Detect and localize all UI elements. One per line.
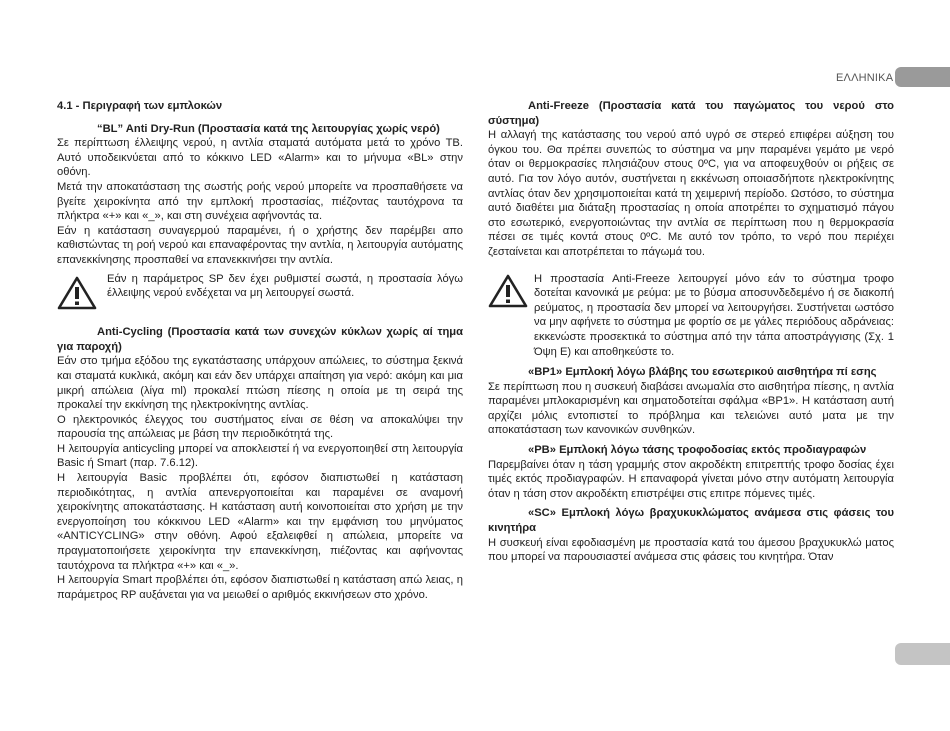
sc-paragraph-1: Η συσκευή είναι εφοδιασμένη με προστασία κατά του άμεσου βραχυκυκλώ ματος που μπορεί να παρουσιαστεί ανάμεσα στις φάσεις του κινητήρα. Όταν xyxy=(488,536,894,564)
page-number-tab xyxy=(895,643,950,665)
anticycling-paragraph-4: Η λειτουργία Basic προβλέπει ότι, εφόσον διαπιστωθεί η κατάσταση περιοδικότητας, η αντλία απενεργοποιείται και παραμένει σε αναμονή χειροκίνητης αποκατάστασης. Η κατάσταση αυτή κοινοποιείται στο χρήση με την ενεργοποίηση του κόκκινου LED «Alarm» και την εμφάνιση του μηνύματος «ANTICYCLING» στην οθόνη. Αφού εξαλειφθεί η απώλεια, μπορείτε να πραγματοποιήσετε χειροκίνητα την επανεκκίνηση, πιέζοντας και αφήνοντας ταυτόχρονα τα πλήκτρα «+» και «_». xyxy=(57,472,463,572)
anticycling-heading: Anti-Cycling (Προστασία κατά των συνεχών κύκλων χωρίς αί τημα για παροχή) xyxy=(57,326,463,353)
bl-paragraph-1: Σε περίπτωση έλλειψης νερού, η αντλία σταματά αυτόματα μετά το χρόνο TB. Αυτό υποδεικνύεται από το κόκκινο LED «Alarm» και το μήνυμα «BL» στην οθόνη. xyxy=(57,137,463,179)
pb-heading: «PB» Εμπλοκή λόγω τάσης τροφοδοσίας εκτός προδιαγραφών xyxy=(528,444,867,457)
right-column xyxy=(488,99,894,565)
language-label: ΕΛΛΗΝΙΚΑ xyxy=(836,72,894,84)
anticycling-paragraph-1: Εάν στο τμήμα εξόδου της εγκατάστασης υπάρχουν απώλειες, το σύστημα ξεκινά και σταματά κυκλικά, ακόμη και εάν δεν υπάρχει απαίτηση για νερό: ακόμη και μια μικρή απώλεια (λίγα ml) προκαλεί πτώση πίεσης η οποία με τη σειρά της προκαλεί την εκκίνηση της ηλεκτροκίνητης αντλίας. xyxy=(57,355,463,412)
pb-paragraph-1: Παρεμβαίνει όταν η τάση γραμμής στον ακροδέκτη επιτρεπτής τροφο δοσίας έχει τιμές εκτός προδιαγραφών. Η επαναφορά γίνεται μόνο στην αυτόματη λειτουργία όταν η τάση στον ακροδέκτη επιστρέψει στις επιτρε πόμενες τιμές. xyxy=(488,458,894,500)
antifreeze-heading: Anti-Freeze (Προστασία κατά του παγώματος του νερού στο σύστημα) xyxy=(488,100,894,127)
anticycling-paragraph-2: Ο ηλεκτρονικός έλεγχος του συστήματος είναι σε θέση να αποκαλύψει την παρουσία της απώλειας με βάση την περιοδικότητά της. xyxy=(57,413,463,441)
section-title: 4.1 - Περιγραφή των εμπλοκών xyxy=(57,100,223,112)
antifreeze-warning-text: Η προστασία Anti-Freeze λειτουργεί μόνο εάν το σύστημα τροφο δοτείται κανονικά με ρεύμα: με το βύσμα αποσυνδεδεμένο ή σε διακοπή ρεύματος, η προστασία δεν μπορεί να λειτουργήσει. Συστήνεται ωστόσο να μην αφήνετε το σύστημα με φορτίο σε με γάλες περιόδους αδράνειας: εκκενώστε προσεκτικά το σύστημα από την τάπα αποστράγγισης (Σχ. 1 Όψη Ε) και αποθηκεύστε το. xyxy=(534,272,894,358)
left-column xyxy=(57,99,463,602)
antifreeze-warning-block xyxy=(488,272,894,360)
bl-paragraph-3: Εάν η κατάσταση συναγερμού παραμένει, ή ο χρήστης δεν παρέμβει απο καθιστώντας τη ροή νερού και επαναφέροντας την αντλία, η λειτουργία αυτόματης επανεκκίνησης προσπαθεί να επανεκκινήσει την αντλία. xyxy=(57,224,463,266)
anticycling-paragraph-3: Η λειτουργία anticycling μπορεί να αποκλειστεί ή να ενεργοποιηθεί στη λειτουργία Basic ή Smart (παρ. 7.6.12). xyxy=(57,442,463,470)
antifreeze-paragraph-1: Η αλλαγή της κατάστασης του νερού από υγρό σε στερεό επιφέρει αύξηση του όγκου του. Θα πρέπει συνεπώς το σύστημα να μην παραμένει γεμάτο με νερό όταν οι θερμοκρασίες πλησιάζουν στους 0ºC, για να αποφευχθούν οι ρήξεις σε αυτό. Για τον λόγο αυτόν, συστήνεται η εκκένωση οποιασδήποτε ηλεκτροκίνητης αντλίας όταν δεν χρησιμοποιείται κατά τη χειμερινή περίοδο. Ωστόσο, το σύστημα αυτό διαθέτει μια διάταξη προστασίας η οποία αποτρέπει το σχηματισμό πάγου στο εσωτερικό, ενεργοποιώντας την αντλία σε περίπτωση που η θερμοκρασία πέσει σε τιμές κοντά στους 0ºC. Με αυτό τον τρόπο, το νερό που περιέχει ζεσταίνεται και αποτρέπεται το πάγωμά του. xyxy=(488,129,894,258)
bl-warning-text: Εάν η παράμετρος SP δεν έχει ρυθμιστεί σωστά, η προστασία λόγω έλλειψης νερού ενδέχεται να μη λειτουργεί σωστά. xyxy=(107,272,463,300)
bl-paragraph-2: Μετά την αποκατάσταση της σωστής ροής νερού μπορείτε να προσπαθήσετε να βγείτε χειροκίνητα από την εμπλοκή προστασίας, πιέζοντας ταυτόχρονα τα πλήκτρα «+» και «_», και στη συνέχεια αφήνοντάς τα. xyxy=(57,180,463,223)
warning-icon xyxy=(488,272,534,313)
bl-warning-block xyxy=(57,272,463,315)
bp1-heading: «BP1» Εμπλοκή λόγω βλάβης του εσωτερικού αισθητήρα πί εσης xyxy=(528,366,877,379)
anticycling-paragraph-5: Η λειτουργία Smart προβλέπει ότι, εφόσον διαπιστωθεί η κατάσταση απώ λειας, η παράμετρος RP αυξάνεται για να μειωθεί ο αριθμός εκκινήσεων στο χρόνο. xyxy=(57,574,463,601)
warning-icon xyxy=(57,272,107,315)
bp1-paragraph-1: Σε περίπτωση που η συσκευή διαβάσει ανωμαλία στο αισθητήρα πίεσης, η αντλία παραμένει μπλοκαρισμένη και σηματοδοτείται σφάλμα «BP1». Η κατάσταση αυτή αρχίζει μόλις εντοπιστεί το πρόβλημα και τελειώνει αυτό ματα με την αποκατάσταση των κανονικών συνθηκών. xyxy=(488,380,894,437)
language-tab xyxy=(895,67,950,87)
bl-heading: “BL” Anti Dry-Run (Προστασία κατά της λειτουργίας χωρίς νερό) xyxy=(97,122,440,135)
sc-heading: «SC» Εμπλοκή λόγω βραχυκυκλώματος ανάμεσα στις φάσεις του κινητήρα xyxy=(488,507,894,535)
